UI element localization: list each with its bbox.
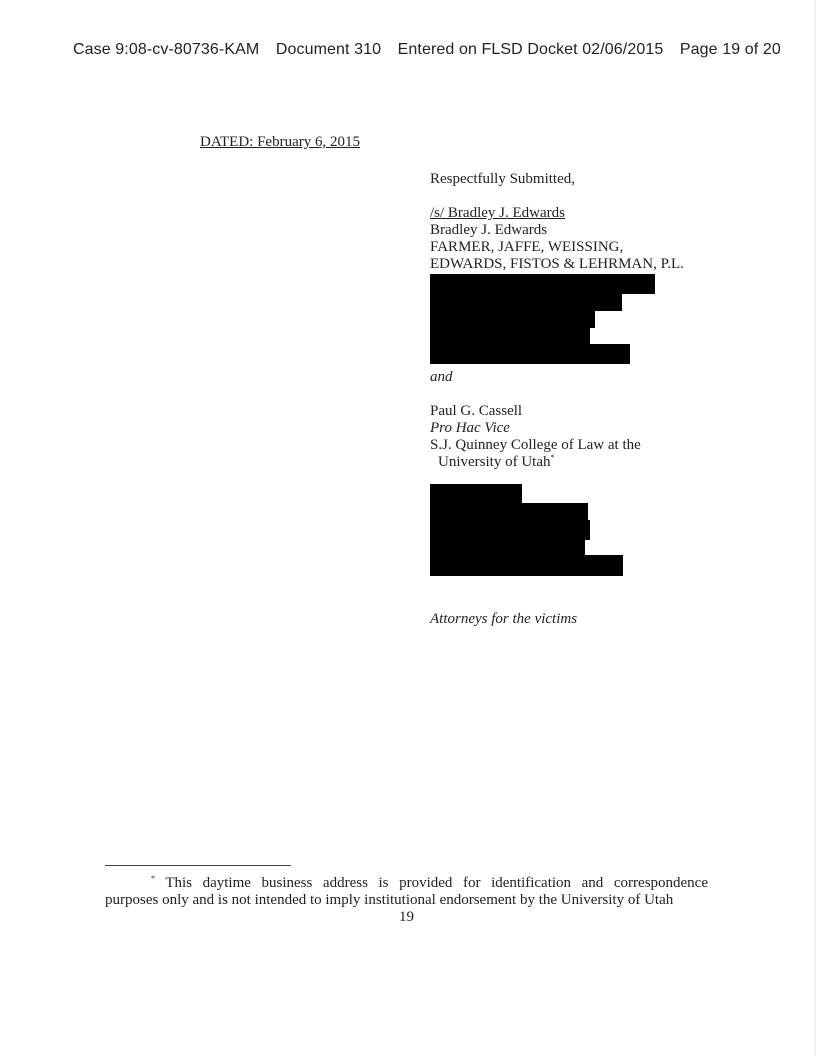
institution-line2: University of Utah* [438, 453, 555, 470]
attorney1-name: Bradley J. Edwards [430, 222, 548, 238]
footnote-line1: * This daytime business address is provided for identification and correspondence [151, 874, 709, 891]
redaction-block [430, 274, 655, 294]
page-of-pages: Page 19 of 20 [679, 41, 781, 58]
redaction-block [430, 293, 622, 311]
footnote-line2: purposes only and is not intended to imply institutional endorsement by the University of Utah [105, 892, 674, 908]
redaction-block [430, 538, 585, 556]
footnote [105, 875, 708, 909]
footnote-rule [105, 865, 291, 866]
docket-header [73, 41, 781, 59]
case-number: Case 9:08-cv-80736-KAM [73, 41, 260, 58]
electronic-signature: /s/ Bradley J. Edwards [430, 205, 565, 221]
redaction-block [430, 520, 590, 540]
redaction-block [430, 503, 588, 521]
dated-line: DATED: February 6, 2015 [200, 134, 360, 150]
attorney2-name: Paul G. Cassell [430, 403, 523, 419]
footnote-marker: * [151, 874, 155, 883]
redaction-block [430, 484, 522, 504]
attorney-role: Attorneys for the victims [430, 611, 578, 627]
redaction-block [430, 555, 623, 576]
institution-line1: S.J. Quinney College of Law at the [430, 437, 641, 453]
redaction-block [430, 310, 595, 328]
document-number: Document 310 [275, 41, 382, 58]
footnote-marker: * [550, 453, 555, 462]
attorney2-status: Pro Hac Vice [430, 420, 510, 436]
redaction-block [430, 327, 590, 345]
conjunction: and [430, 369, 453, 385]
redaction-block [430, 344, 630, 364]
firm-name-line2: EDWARDS, FISTOS & LEHRMAN, P.L. [430, 256, 684, 272]
firm-name-line1: FARMER, JAFFE, WEISSING, [430, 239, 624, 255]
docket-entry: Entered on FLSD Docket 02/06/2015 [397, 41, 664, 58]
page-number: 19 [399, 909, 414, 925]
closing: Respectfully Submitted, [430, 171, 575, 187]
